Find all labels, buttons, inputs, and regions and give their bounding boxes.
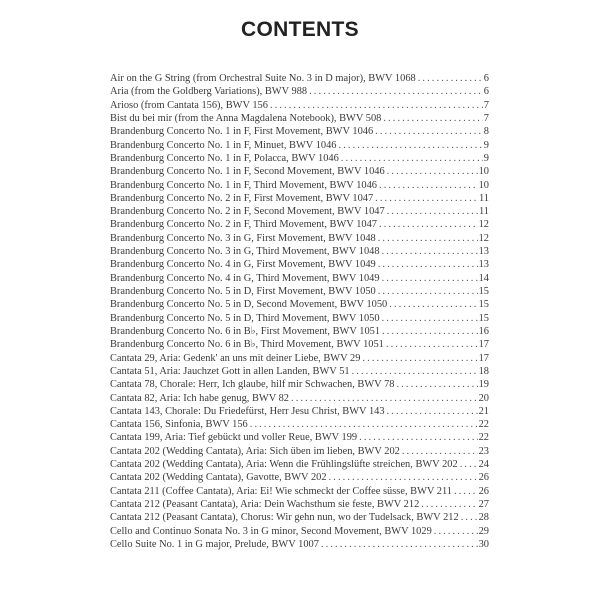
toc-entry-page: 15 — [478, 312, 489, 324]
toc-entry-title: Cantata 212 (Peasant Cantata), Chorus: Wir gehn nun, wo der Tudelsack, BWV 212 — [110, 512, 459, 524]
leader-dots — [387, 165, 478, 178]
toc-entry-title: Brandenburg Concerto No. 1 in F, Third Movement, BWV 1046 — [110, 179, 377, 191]
toc-entry — [110, 99, 489, 112]
toc-entry — [110, 218, 489, 231]
toc-entry-page: 9 — [483, 152, 489, 164]
toc-entry — [110, 378, 489, 391]
toc-entry-title: Brandenburg Concerto No. 6 in B♭, First Movement, BWV 1051 — [110, 325, 381, 337]
toc-entry-title: Brandenburg Concerto No. 6 in B♭, Third Movement, BWV 1051 — [110, 339, 384, 351]
toc-entry-page: 29 — [478, 525, 489, 537]
toc-entry-title: Cantata 143, Chorale: Du Friedefürst, Herr Jesu Christ, BWV 143 — [110, 405, 385, 417]
toc-entry — [110, 538, 489, 551]
leader-dots — [382, 312, 478, 325]
toc-entry-page: 13 — [478, 259, 489, 271]
toc-entry-title: Cantata 202 (Wedding Cantata), Aria: Sich üben im lieben, BWV 202 — [110, 445, 400, 457]
toc-entry-title: Arioso (from Cantata 156), BWV 156 — [110, 99, 268, 111]
leader-dots — [270, 99, 483, 112]
toc-entry-title: Aria (from the Goldberg Variations), BWV 988 — [110, 86, 308, 98]
toc-entry — [110, 85, 489, 98]
toc-entry — [110, 445, 489, 458]
leader-dots — [375, 125, 483, 138]
leader-dots — [341, 152, 483, 165]
toc-entry — [110, 312, 489, 325]
toc-entry-page: 16 — [478, 325, 489, 337]
toc-entry-title: Air on the G String (from Orchestral Suite No. 3 in D major), BWV 1068 — [110, 73, 416, 84]
toc-entry-title: Cantata 202 (Wedding Cantata), Aria: Wenn die Frühlingslüfte streichen, BWV 202 — [110, 459, 458, 471]
toc-entry — [110, 458, 489, 471]
toc-entry-page: 11 — [478, 206, 489, 218]
toc-entry-title: Brandenburg Concerto No. 3 in G, Third Movement, BWV 1048 — [110, 246, 380, 258]
leader-dots — [387, 205, 478, 218]
leader-dots — [460, 458, 478, 471]
toc-entry-title: Brandenburg Concerto No. 2 in F, Third Movement, BWV 1047 — [110, 219, 377, 231]
leader-dots — [378, 232, 478, 245]
toc-entry-page: 27 — [478, 499, 489, 510]
leader-dots — [382, 245, 478, 258]
toc-entry-page: 26 — [478, 485, 489, 497]
toc-entry-page: 22 — [478, 432, 489, 444]
toc-entry-title: Brandenburg Concerto No. 5 in D, First Movement, BWV 1050 — [110, 286, 376, 297]
leader-dots — [383, 112, 482, 125]
toc-entry-page: 30 — [478, 538, 489, 550]
table-of-contents — [110, 72, 489, 551]
toc-entry — [110, 485, 489, 498]
toc-entry-page: 11 — [478, 192, 489, 204]
toc-entry — [110, 498, 489, 511]
toc-entry — [110, 325, 489, 338]
toc-entry-title: Brandenburg Concerto No. 1 in F, Polacca, BWV 1046 — [110, 152, 339, 164]
toc-entry-title: Brandenburg Concerto No. 1 in F, Minuet, BWV 1046 — [110, 139, 337, 151]
leader-dots — [461, 511, 478, 524]
toc-entry-page: 6 — [483, 86, 489, 98]
toc-entry — [110, 511, 489, 524]
toc-entry — [110, 471, 489, 484]
toc-entry — [110, 352, 489, 365]
toc-entry-page: 28 — [478, 512, 489, 524]
leader-dots — [421, 498, 477, 511]
toc-entry-title: Brandenburg Concerto No. 2 in F, First Movement, BWV 1047 — [110, 192, 374, 204]
leader-dots — [329, 471, 478, 484]
toc-entry — [110, 125, 489, 138]
toc-entry-page: 15 — [478, 286, 489, 297]
toc-entry-page: 13 — [478, 246, 489, 258]
toc-entry-page: 26 — [478, 472, 489, 484]
leader-dots — [386, 338, 478, 351]
toc-entry-title: Cantata 199, Aria: Tief gebückt und voller Reue, BWV 199 — [110, 432, 358, 444]
leader-dots — [379, 179, 478, 192]
toc-entry-page: 21 — [478, 405, 489, 417]
toc-entry-title: Cantata 78, Chorale: Herr, Ich glaube, hilf mir Schwachen, BWV 78 — [110, 379, 395, 391]
leader-dots — [382, 272, 478, 285]
toc-entry-title: Brandenburg Concerto No. 5 in D, Third Movement, BWV 1050 — [110, 312, 380, 324]
toc-entry-page: 18 — [478, 365, 489, 377]
toc-entry — [110, 179, 489, 192]
toc-entry-title: Cantata 82, Aria: Ich habe genug, BWV 82 — [110, 392, 289, 404]
toc-entry — [110, 232, 489, 245]
toc-entry-page: 12 — [478, 232, 489, 244]
toc-entry-page: 14 — [478, 272, 489, 284]
leader-dots — [375, 192, 478, 205]
toc-entry — [110, 272, 489, 285]
toc-entry — [110, 285, 489, 298]
toc-entry-title: Brandenburg Concerto No. 4 in G, First Movement, BWV 1049 — [110, 259, 376, 271]
toc-entry-title: Brandenburg Concerto No. 2 in F, Second Movement, BWV 1047 — [110, 206, 385, 218]
toc-entry-title: Cantata 211 (Coffee Cantata), Aria: Ei! Wie schmeckt der Coffee süsse, BWV 211 — [110, 485, 452, 497]
toc-entry-title: Cantata 51, Aria: Jauchzet Gott in allen Landen, BWV 51 — [110, 365, 350, 377]
toc-entry-page: 10 — [478, 166, 489, 178]
toc-entry — [110, 139, 489, 152]
toc-entry-page: 20 — [478, 392, 489, 404]
toc-entry — [110, 205, 489, 218]
leader-dots — [434, 525, 478, 538]
toc-entry — [110, 192, 489, 205]
toc-entry-title: Cantata 212 (Peasant Cantata), Aria: Dein Wachsthum sie feste, BWV 212 — [110, 499, 420, 510]
leader-dots — [339, 139, 483, 152]
toc-entry-page: 17 — [478, 352, 489, 364]
toc-entry — [110, 165, 489, 178]
toc-entry-page: 8 — [483, 126, 489, 138]
toc-entry-title: Brandenburg Concerto No. 1 in F, First Movement, BWV 1046 — [110, 126, 374, 138]
toc-entry — [110, 298, 489, 311]
toc-entry-page: 9 — [483, 139, 489, 151]
leader-dots — [309, 85, 483, 98]
toc-entry-title: Cello Suite No. 1 in G major, Prelude, BWV 1007 — [110, 538, 319, 550]
toc-entry — [110, 338, 489, 351]
leader-dots — [387, 405, 478, 418]
leader-dots — [382, 325, 478, 338]
leader-dots — [418, 72, 483, 85]
leader-dots — [402, 445, 478, 458]
toc-entry — [110, 152, 489, 165]
leader-dots — [352, 365, 478, 378]
toc-entry — [110, 72, 489, 85]
toc-entry-page: 6 — [483, 73, 489, 84]
leader-dots — [250, 418, 478, 431]
toc-entry-page: 19 — [478, 379, 489, 391]
leader-dots — [378, 258, 478, 271]
toc-entry-title: Cello and Continuo Sonata No. 3 in G minor, Second Movement, BWV 1029 — [110, 525, 432, 537]
toc-entry — [110, 431, 489, 444]
toc-entry-page: 12 — [478, 219, 489, 231]
toc-entry — [110, 365, 489, 378]
toc-entry-page: 7 — [483, 112, 489, 124]
toc-entry-title: Cantata 29, Aria: Gedenk' an uns mit deiner Liebe, BWV 29 — [110, 352, 361, 364]
toc-entry-page: 22 — [478, 419, 489, 431]
page-title: CONTENTS — [241, 18, 359, 41]
leader-dots — [389, 298, 477, 311]
toc-entry-page: 10 — [478, 179, 489, 191]
leader-dots — [321, 538, 478, 551]
toc-entry-title: Cantata 156, Sinfonia, BWV 156 — [110, 419, 248, 431]
toc-entry-page: 15 — [478, 299, 489, 311]
leader-dots — [396, 378, 477, 391]
leader-dots — [378, 285, 478, 298]
toc-entry-title: Cantata 202 (Wedding Cantata), Gavotte, BWV 202 — [110, 472, 327, 484]
leader-dots — [454, 485, 478, 498]
toc-entry-title: Brandenburg Concerto No. 3 in G, First Movement, BWV 1048 — [110, 232, 376, 244]
toc-entry-page: 23 — [478, 445, 489, 457]
leader-dots — [359, 431, 477, 444]
toc-entry — [110, 405, 489, 418]
toc-entry-title: Brandenburg Concerto No. 1 in F, Second Movement, BWV 1046 — [110, 166, 385, 178]
toc-entry-page: 24 — [478, 459, 489, 471]
toc-entry — [110, 112, 489, 125]
leader-dots — [362, 352, 477, 365]
leader-dots — [291, 392, 478, 405]
toc-entry-page: 17 — [478, 339, 489, 351]
toc-entry — [110, 258, 489, 271]
toc-entry — [110, 525, 489, 538]
toc-entry-title: Brandenburg Concerto No. 4 in G, Third Movement, BWV 1049 — [110, 272, 380, 284]
toc-entry — [110, 392, 489, 405]
toc-entry — [110, 418, 489, 431]
toc-entry-title: Brandenburg Concerto No. 5 in D, Second Movement, BWV 1050 — [110, 299, 388, 311]
toc-entry-title: Bist du bei mir (from the Anna Magdalena Notebook), BWV 508 — [110, 112, 382, 124]
toc-entry-page: 7 — [483, 99, 489, 111]
toc-entry — [110, 245, 489, 258]
leader-dots — [379, 218, 478, 231]
